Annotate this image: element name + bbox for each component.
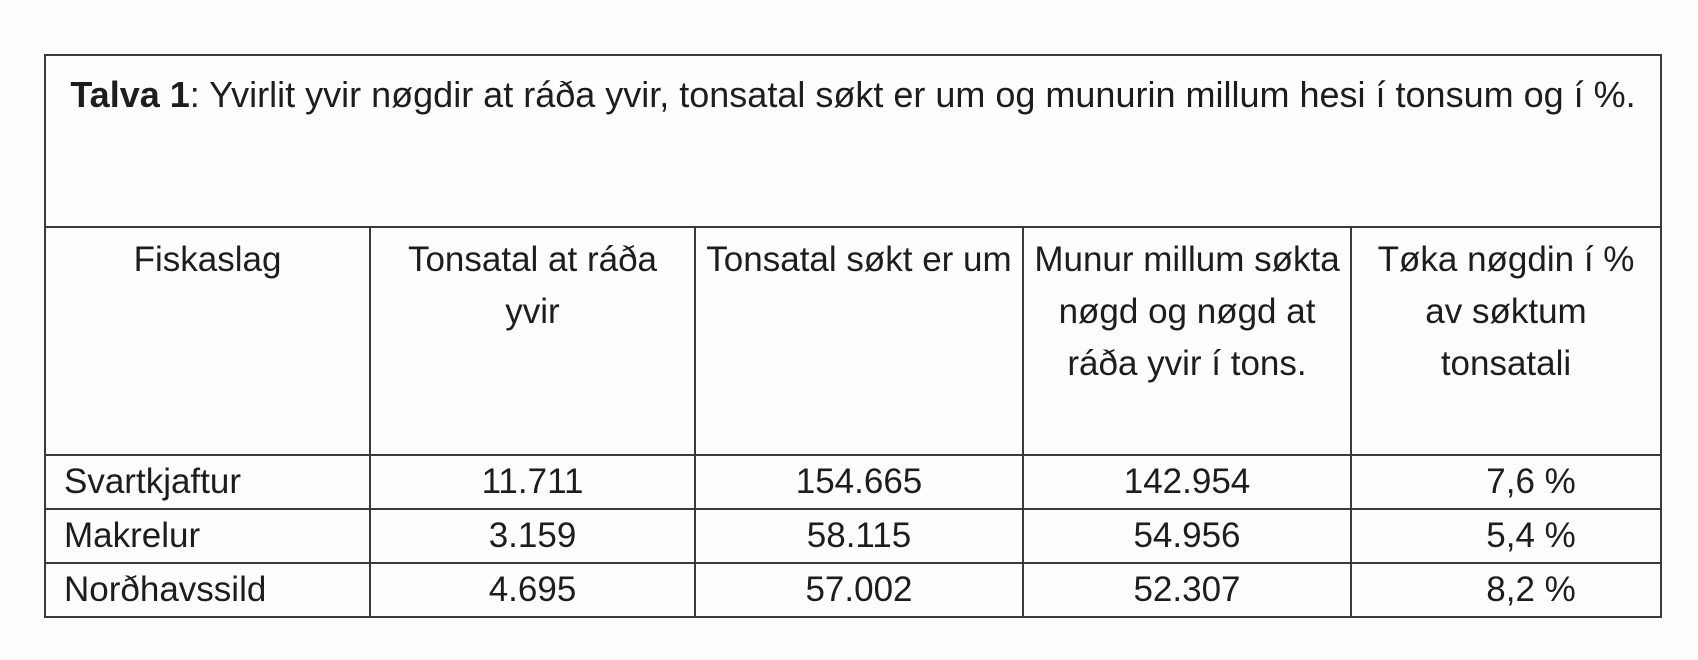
cell-available-percent: 8,2 % xyxy=(1351,563,1661,617)
header-row xyxy=(45,227,1661,455)
column-header-available-percent: Tøka nøgdin í % av søktum tonsatali xyxy=(1351,227,1661,455)
column-header-available-tons: Tonsatal at ráða yvir xyxy=(370,227,695,455)
cell-species: Norðhavssild xyxy=(45,563,370,617)
table-row xyxy=(45,455,1661,509)
cell-species: Makrelur xyxy=(45,509,370,563)
cell-available-tons: 11.711 xyxy=(370,455,695,509)
cell-available-tons: 4.695 xyxy=(370,563,695,617)
cell-available-percent: 5,4 % xyxy=(1351,509,1661,563)
column-header-species: Fiskaslag xyxy=(45,227,370,455)
caption-label: Talva 1 xyxy=(70,74,190,115)
cell-difference-tons: 52.307 xyxy=(1023,563,1351,617)
cell-requested-tons: 58.115 xyxy=(695,509,1023,563)
table-row xyxy=(45,563,1661,617)
column-header-difference-tons: Munur millum søkta nøgd og nøgd at ráða yvir í tons. xyxy=(1023,227,1351,455)
cell-available-percent: 7,6 % xyxy=(1351,455,1661,509)
cell-requested-tons: 57.002 xyxy=(695,563,1023,617)
cell-species: Svartkjaftur xyxy=(45,455,370,509)
column-header-requested-tons: Tonsatal søkt er um xyxy=(695,227,1023,455)
cell-difference-tons: 54.956 xyxy=(1023,509,1351,563)
cell-requested-tons: 154.665 xyxy=(695,455,1023,509)
fish-quota-table xyxy=(44,54,1662,618)
caption-row xyxy=(45,55,1661,227)
cell-available-tons: 3.159 xyxy=(370,509,695,563)
cell-difference-tons: 142.954 xyxy=(1023,455,1351,509)
table-caption xyxy=(45,55,1661,227)
table-row xyxy=(45,509,1661,563)
caption-text: : Yvirlit yvir nøgdir at ráða yvir, tonsatal søkt er um og munurin millum hesi í tonsum og í %. xyxy=(189,74,1636,115)
